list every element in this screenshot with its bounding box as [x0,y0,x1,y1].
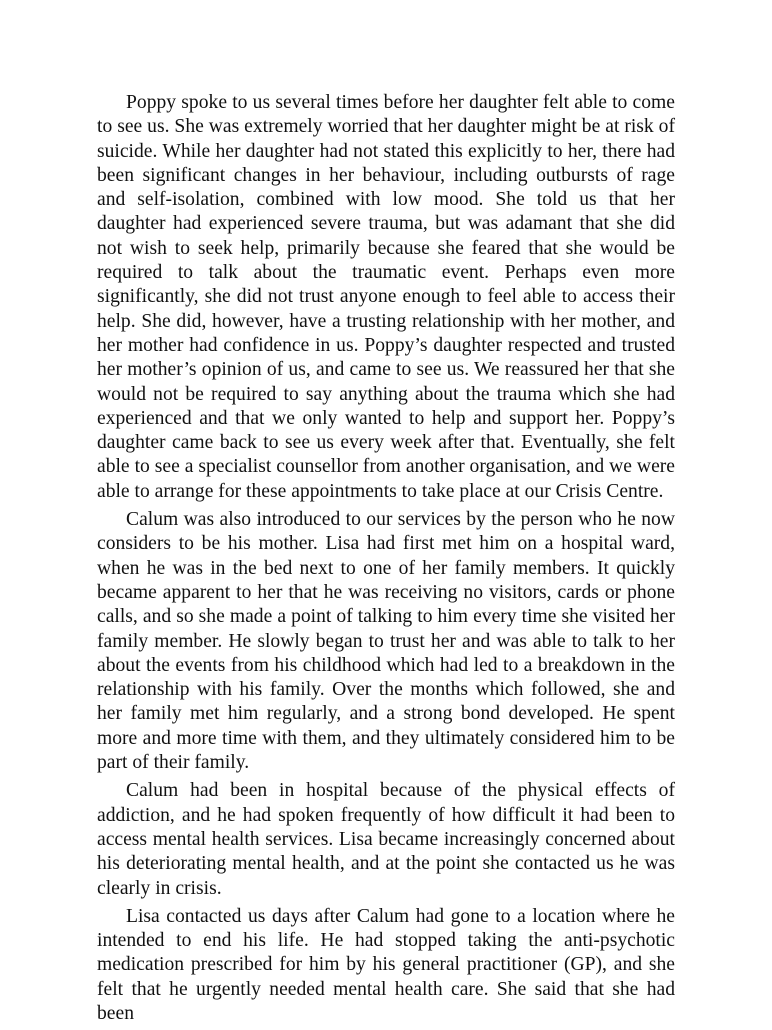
paragraph-poppy: Poppy spoke to us several times before her daughter felt able to come to see us. She was extremely worried that her daughter might be at risk of suicide. While her daughter had not stated this explicitly to her, there had been significant changes in her behaviour, including outbursts of rage and self-isolation, combined with low mood. She told us that her daughter had experienced severe trauma, but was adamant that she did not wish to seek help, primarily because she feared that she would be required to talk about the traumatic event. Perhaps even more significantly, she did not trust anyone enough to feel able to access their help. She did, however, have a trusting relationship with her mother, and her mother had confidence in us. Poppy’s daughter respected and trusted her mother’s opinion of us, and came to see us. We reassured her that she would not be required to say anything about the trauma which she had experienced and that we only wanted to help and support her. Poppy’s daughter came back to see us every week after that. Eventually, she felt able to see a specialist counsellor from another organisation, and we were able to arrange for these appointments to take place at our Crisis Centre. [97,92,675,502]
paragraph-calum-introduction: Calum was also introduced to our services by the person who he now considers to be his mother. Lisa had first met him on a hospital ward, when he was in the bed next to one of her family members. It quickly became apparent to her that he was receiving no visitors, cards or phone calls, and so she made a point of talking to him every time she visited her family member. He slowly began to trust her and was able to talk to her about the events from his childhood which had led to a breakdown in the relationship with his family. Over the months which followed, she and her family met him regularly, and a strong bond developed. He spent more and more time with them, and they ultimately considered him to be part of their family. [97,509,675,774]
paragraph-lisa-contact: Lisa contacted us days after Calum had gone to a location where he intended to end his life. He had stopped taking the anti-psychotic medication prescribed for him by his general practitioner (GP), and she felt that he urgently needed mental health care. She said that she had been [97,905,675,1024]
paragraph-calum-hospital: Calum had been in hospital because of the physical effects of addiction, and he had spoken frequently of how difficult it had been to access mental health services. Lisa became increasingly concerned about his deteriorating mental health, and at the point she contacted us he was clearly in crisis. [97,780,675,899]
document-page [97,91,675,1030]
